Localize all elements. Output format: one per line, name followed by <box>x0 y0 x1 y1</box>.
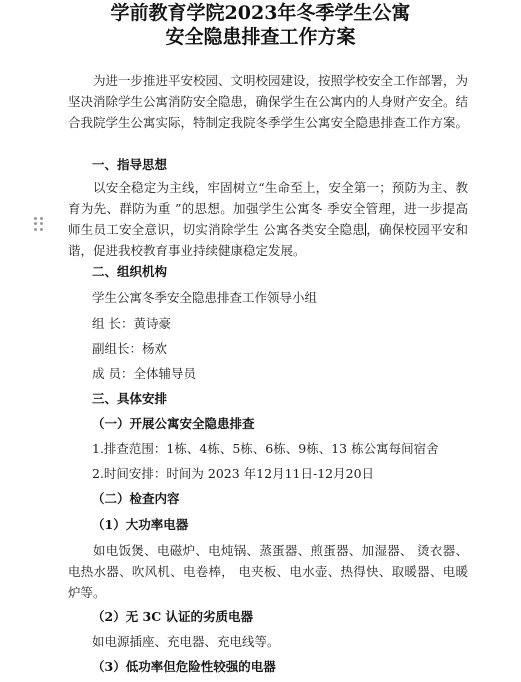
section3-heading: 三、具体安排 <box>92 391 168 406</box>
group-vice-leader: 副组长：杨欢 <box>92 341 168 356</box>
section2-heading: 二、组织机构 <box>92 264 168 279</box>
intro-text: 为进一步推进平安校园、文明校园建设，按照学校安全工作部署，为坚决消除学生公寓消防安全隐患，确保学生在公寓内的人身财产安全。结合我院学生公寓实际，特制定我院冬季学生公寓安全隐患排查工作方案。 <box>68 73 469 130</box>
item1-heading: （1）大功率电器 <box>92 517 189 532</box>
inspection-scope: 1.排查范围：1栋、4栋、5栋、6栋、9栋、13 栋公寓每间宿舍 <box>92 441 439 456</box>
drag-handle-icon[interactable] <box>34 217 44 231</box>
item3-heading: （3）低功率但危险性较强的电器 <box>92 659 276 674</box>
section1-text-part2: ，确保校园平安和谐，促进我校教育事业持续健康稳定发展。 <box>68 222 468 258</box>
document-title-line1: 学前教育学院2023年冬季学生公寓 <box>110 2 411 24</box>
section1-text-part1: 以安全稳定为主线，牢固树立“生命至上，安全第一；预防为主、教育为先、群防为重 ”的思想。加强学生公寓冬 季安全管理，进一步提高师生员工安全意识，切实消除学生 公寓各类安全隐患 <box>68 180 468 237</box>
document-title-line2: 安全隐患排查工作方案 <box>165 26 356 48</box>
item2-heading: （2）无 3C 认证的劣质电器 <box>92 609 254 624</box>
item1-text: 如电饭煲、电磁炉、电炖锅、蒸蛋器、煎蛋器、加湿器、 烫衣器、电热水器、吹风机、电卷棒， 电夹板、电水壶、热得快、取暖器、电暖炉等。 <box>68 543 468 600</box>
item1-paragraph <box>68 540 468 603</box>
inspection-time: 2.时间安排：时间为 2023 年12月11日-12月20日 <box>92 466 375 481</box>
group-name: 学生公寓冬季安全隐患排查工作领导小组 <box>92 290 318 305</box>
subsection1-heading: （一）开展公寓安全隐患排查 <box>92 416 255 431</box>
section1-heading: 一、指导思想 <box>92 157 168 172</box>
group-leader: 组 长：黄诗豪 <box>92 316 171 331</box>
intro-paragraph <box>68 70 468 133</box>
item2-text: 如电源插座、充电器、充电线等。 <box>92 634 280 649</box>
section1-paragraph <box>68 177 468 261</box>
group-members: 成 员：全体辅导员 <box>92 366 196 381</box>
subsection2-heading: （二）检查内容 <box>92 491 180 506</box>
section1-text[interactable] <box>68 177 468 261</box>
